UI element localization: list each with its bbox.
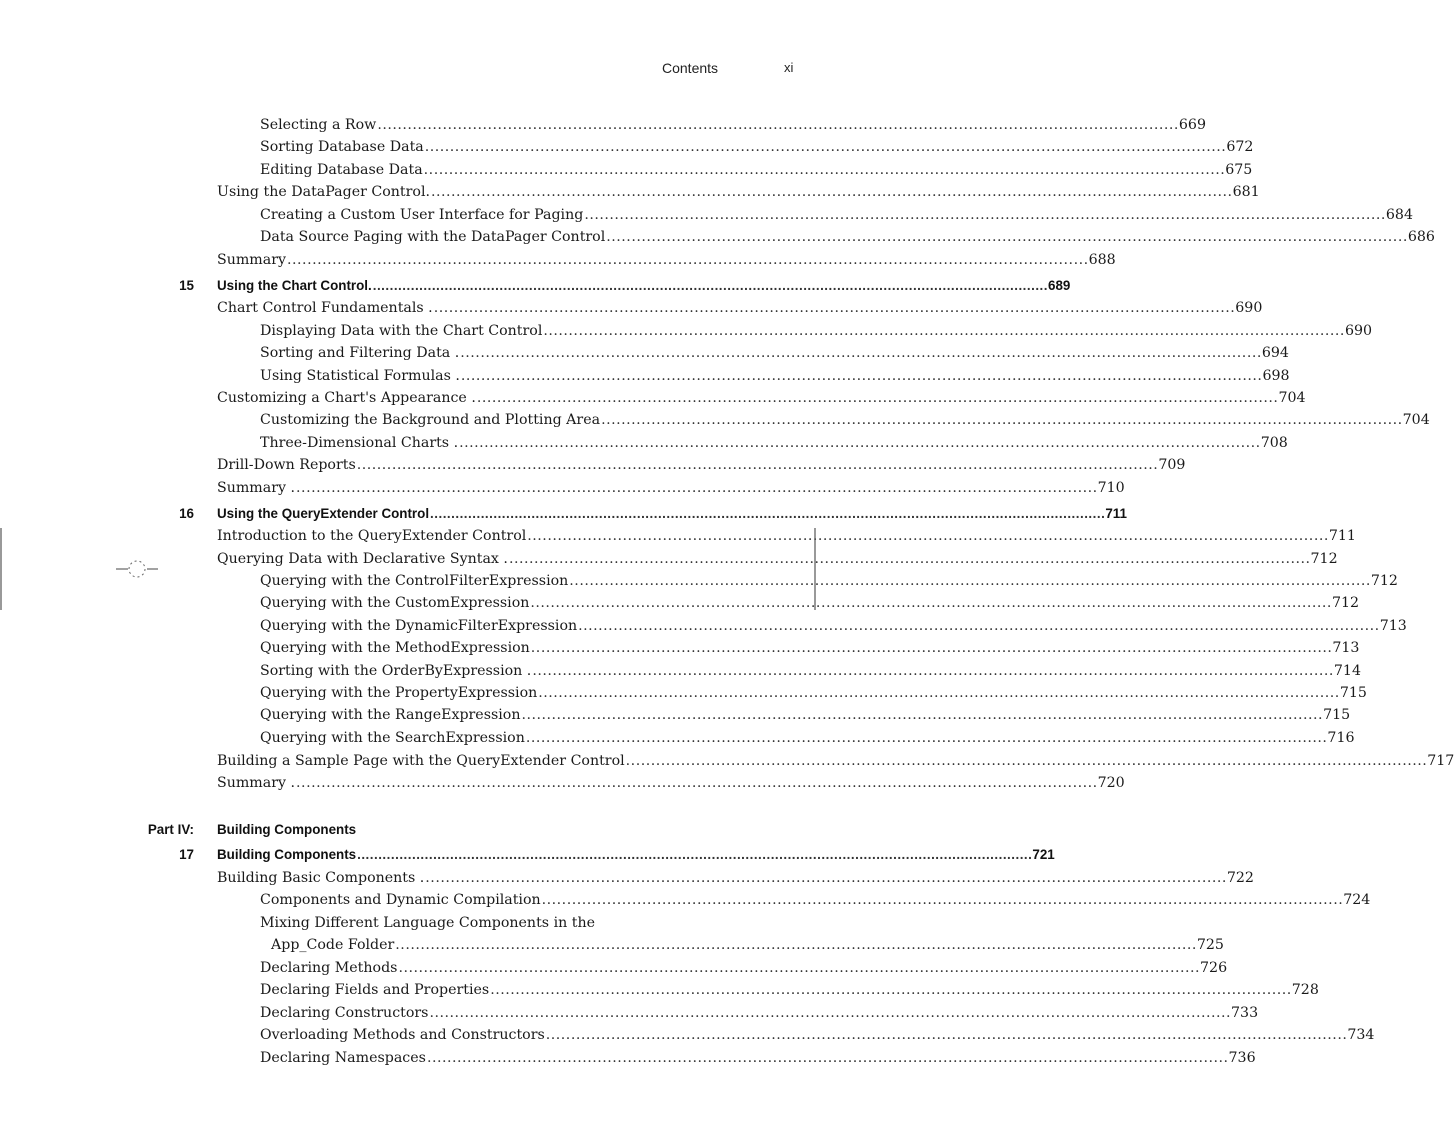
toc-page-number: 712 bbox=[1370, 573, 1398, 589]
part-number: Part IV: bbox=[147, 822, 194, 837]
dot-leader: ................................................................................................................................................................ bbox=[460, 345, 1262, 361]
toc-entry-title: Using the DataPager Control. bbox=[217, 184, 430, 200]
toc-page-number: 733 bbox=[1231, 1005, 1259, 1021]
dot-leader: ................................................................................................................................................................ bbox=[601, 412, 1403, 428]
toc-entry bbox=[0, 457, 1186, 479]
toc-page-number: 715 bbox=[1323, 707, 1351, 723]
dot-leader: ................................................................................................................................................................ bbox=[476, 390, 1279, 406]
dot-leader: ................................................................................................................................................................ bbox=[508, 551, 1311, 567]
toc-entry-title: Querying with the SearchExpression bbox=[260, 730, 525, 746]
toc-entry-title: Querying with the ControlFilterExpression bbox=[260, 573, 569, 589]
toc-page-number: 736 bbox=[1228, 1050, 1256, 1066]
part-heading bbox=[0, 822, 816, 844]
toc-entry bbox=[0, 252, 1116, 274]
toc-page-number: 704 bbox=[1402, 412, 1430, 428]
toc-entry-title: Building Components bbox=[217, 847, 357, 862]
toc-page-number: 713 bbox=[1379, 618, 1407, 634]
dot-leader: ................................................................................................................................................................ bbox=[530, 595, 1332, 611]
dot-leader: ................................................................................................................................................................ bbox=[459, 435, 1261, 451]
toc-entry-line bbox=[260, 162, 1253, 178]
toc-entry-line bbox=[260, 117, 1206, 133]
toc-entry-line bbox=[260, 640, 1360, 656]
toc-entry-line bbox=[260, 915, 784, 931]
toc-entry-title: Declaring Methods bbox=[260, 960, 398, 976]
toc-entry-line bbox=[260, 960, 1228, 976]
toc-page-number: 710 bbox=[1097, 480, 1125, 496]
dot-leader: ................................................................................................................................................................ bbox=[569, 573, 1371, 589]
dot-leader: ................................................................................................................................................................ bbox=[395, 937, 1197, 953]
toc-entry-title: Data Source Paging with the DataPager Control bbox=[260, 229, 606, 245]
toc-entry-title: Drill-Down Reports bbox=[217, 457, 356, 473]
chapter-entry bbox=[0, 278, 1071, 300]
toc-page-number: 720 bbox=[1097, 775, 1125, 791]
toc-entry bbox=[0, 685, 1367, 707]
toc-entry-line bbox=[260, 229, 1435, 245]
toc-entry bbox=[0, 184, 1260, 206]
toc-entry-title: App_Code Folder bbox=[271, 937, 395, 953]
toc-entry-title: Introduction to the QueryExtender Control bbox=[217, 528, 527, 544]
toc-entry-line bbox=[260, 412, 1430, 428]
toc-entry-title: Querying with the MethodExpression bbox=[260, 640, 530, 656]
toc-page-number: 728 bbox=[1291, 982, 1319, 998]
toc-entry-line bbox=[260, 573, 1398, 589]
dot-leader: ................................................................................................................................................................ bbox=[460, 368, 1263, 384]
toc-entry-line bbox=[217, 457, 1186, 473]
toc-entry-title: Querying with the RangeExpression bbox=[260, 707, 521, 723]
toc-page-number: 694 bbox=[1261, 345, 1289, 361]
toc-entry bbox=[0, 323, 1373, 345]
toc-entry-line bbox=[217, 252, 1116, 268]
toc-entry-title: Declaring Fields and Properties bbox=[260, 982, 490, 998]
toc-entry-line bbox=[217, 847, 1055, 862]
toc-entry bbox=[0, 915, 816, 937]
chapter-entry bbox=[0, 506, 1127, 528]
toc-entry-title: Declaring Constructors bbox=[260, 1005, 429, 1021]
dot-leader: ................................................................................................................................................................ bbox=[296, 775, 1098, 791]
toc-page-number: 712 bbox=[1310, 551, 1338, 567]
toc-entry-line bbox=[260, 1005, 1259, 1021]
dot-leader: ................................................................................................................................................................ bbox=[357, 847, 1033, 862]
dot-leader: ................................................................................................................................................................ bbox=[525, 730, 1328, 746]
toc-entry-title: Building a Sample Page with the QueryExtender Control bbox=[217, 753, 625, 769]
toc-entry bbox=[0, 345, 1289, 367]
toc-page-number: 698 bbox=[1262, 368, 1290, 384]
toc-entry bbox=[0, 937, 1224, 959]
toc-page-number: 725 bbox=[1196, 937, 1224, 953]
toc-entry bbox=[0, 207, 1413, 229]
dot-leader: ................................................................................................................................................................ bbox=[356, 457, 1159, 473]
toc-entry-line bbox=[217, 870, 1254, 886]
toc-page-number: 715 bbox=[1339, 685, 1367, 701]
toc-entry bbox=[0, 663, 1361, 685]
toc-entry-line bbox=[260, 1027, 1375, 1043]
dot-leader: ................................................................................................................................................................ bbox=[606, 229, 1408, 245]
toc-entry bbox=[0, 229, 1435, 251]
toc-entry bbox=[0, 1027, 1375, 1049]
toc-page-number: 716 bbox=[1327, 730, 1355, 746]
toc-entry bbox=[0, 435, 1288, 457]
dot-leader: ................................................................................................................................................................ bbox=[584, 207, 1386, 223]
toc-entry-line bbox=[260, 368, 1290, 384]
toc-entry bbox=[0, 139, 1254, 161]
toc-page-number: 711 bbox=[1105, 506, 1127, 521]
dot-leader: ................................................................................................................................................................ bbox=[424, 139, 1227, 155]
toc-entry bbox=[0, 870, 1254, 892]
toc-entry bbox=[0, 300, 1263, 322]
toc-entry bbox=[0, 1050, 1256, 1072]
toc-entry bbox=[0, 368, 1290, 390]
toc-page-number: 722 bbox=[1226, 870, 1254, 886]
toc-entry-line bbox=[260, 1050, 1256, 1066]
dot-leader: ................................................................................................................................................................ bbox=[431, 184, 1233, 200]
toc-entry-title: Summary . bbox=[217, 480, 296, 496]
toc-entry-title: Selecting a Row bbox=[260, 117, 377, 133]
dot-leader: ................................................................................................................................................................ bbox=[429, 1005, 1232, 1021]
dot-leader: ................................................................................................................................................................ bbox=[430, 506, 1106, 521]
dot-leader: ................................................................................................................................................................ bbox=[530, 640, 1333, 656]
toc-entry-line bbox=[260, 707, 1351, 723]
toc-page-number: 726 bbox=[1200, 960, 1228, 976]
toc-entry-title: Three-Dimensional Charts . bbox=[260, 435, 459, 451]
toc-entry-line bbox=[260, 685, 1367, 701]
toc-entry-title: Querying with the CustomExpression bbox=[260, 595, 530, 611]
toc-entry bbox=[0, 412, 1430, 434]
toc-entry-line bbox=[260, 663, 1361, 679]
toc-entry-title: Summary bbox=[217, 252, 287, 268]
dot-leader: ................................................................................................................................................................ bbox=[538, 685, 1340, 701]
toc-page-number: 717 bbox=[1427, 753, 1454, 769]
toc-page-number: 721 bbox=[1032, 847, 1055, 862]
toc-entry bbox=[0, 595, 1360, 617]
toc-entry-title: Sorting Database Data bbox=[260, 139, 424, 155]
toc-entry-line bbox=[271, 937, 1224, 953]
toc-entry-title: Editing Database Data bbox=[260, 162, 423, 178]
toc-page-number: 669 bbox=[1178, 117, 1206, 133]
running-header-page-number: xi bbox=[784, 60, 794, 75]
toc-entry-line bbox=[217, 506, 1127, 521]
chapter-number: 16 bbox=[179, 506, 194, 521]
toc-entry-title: Displaying Data with the Chart Control bbox=[260, 323, 543, 339]
toc-entry-line bbox=[260, 345, 1289, 361]
dot-leader: ................................................................................................................................................................ bbox=[543, 323, 1345, 339]
dot-leader: ................................................................................................................................................................ bbox=[578, 618, 1380, 634]
toc-entry-line bbox=[217, 184, 1260, 200]
toc-entry-title: Using the Chart Control. bbox=[217, 278, 372, 293]
dot-leader: ................................................................................................................................................................ bbox=[532, 663, 1334, 679]
toc-entry bbox=[0, 573, 1398, 595]
dot-leader: ................................................................................................................................................................ bbox=[545, 1027, 1348, 1043]
toc-entry-title: Declaring Namespaces bbox=[260, 1050, 426, 1066]
dot-leader: ................................................................................................................................................................ bbox=[377, 117, 1179, 133]
toc-entry-title: Summary . bbox=[217, 775, 296, 791]
toc-page-number: 704 bbox=[1278, 390, 1306, 406]
toc-page-number: 711 bbox=[1328, 528, 1356, 544]
toc-page-number: 689 bbox=[1048, 278, 1071, 293]
dot-leader: ................................................................................................................................................................ bbox=[527, 528, 1329, 544]
chapter-number: 15 bbox=[179, 278, 194, 293]
dot-leader: ................................................................................................................................................................ bbox=[625, 753, 1428, 769]
toc-entry-line bbox=[217, 551, 1338, 567]
toc-entry bbox=[0, 618, 1407, 640]
toc-entry bbox=[0, 707, 1351, 729]
toc-entry bbox=[0, 960, 1228, 982]
toc-entry bbox=[0, 753, 1454, 775]
toc-entry-line bbox=[260, 892, 1371, 908]
chapter-entry bbox=[0, 847, 1055, 869]
toc-entry-line bbox=[217, 278, 1071, 293]
dot-leader: ................................................................................................................................................................ bbox=[433, 300, 1236, 316]
toc-entry-title: Building Components bbox=[217, 822, 357, 837]
toc-page-number: 714 bbox=[1333, 663, 1361, 679]
toc-entry-line bbox=[260, 323, 1373, 339]
toc-page-number: 708 bbox=[1260, 435, 1288, 451]
toc-entry-line bbox=[260, 982, 1319, 998]
dot-leader: ................................................................................................................................................................ bbox=[521, 707, 1324, 723]
toc-entry-title: Querying with the PropertyExpression bbox=[260, 685, 538, 701]
toc-entry-line bbox=[260, 207, 1413, 223]
toc-entry-title: Components and Dynamic Compilation bbox=[260, 892, 541, 908]
running-header-title: Contents bbox=[662, 60, 719, 76]
toc-entry-title: Sorting and Filtering Data . bbox=[260, 345, 460, 361]
toc-entry-title: Chart Control Fundamentals . bbox=[217, 300, 433, 316]
toc-page-number: 690 bbox=[1235, 300, 1263, 316]
toc-entry-title: Customizing a Chart's Appearance . bbox=[217, 390, 476, 406]
dot-leader: ................................................................................................................................................................ bbox=[287, 252, 1089, 268]
toc-entry bbox=[0, 117, 1206, 139]
toc-page-number: 684 bbox=[1385, 207, 1413, 223]
toc-page-number: 672 bbox=[1226, 139, 1254, 155]
dot-leader: ................................................................................................................................................................ bbox=[372, 278, 1048, 293]
dot-leader: ................................................................................................................................................................ bbox=[296, 480, 1098, 496]
toc-page-number: 724 bbox=[1343, 892, 1371, 908]
toc-entry-line bbox=[217, 775, 1125, 791]
dot-leader: ................................................................................................................................................................ bbox=[490, 982, 1292, 998]
toc-entry-line bbox=[217, 753, 1454, 769]
toc-entry-title: Querying with the DynamicFilterExpression bbox=[260, 618, 578, 634]
toc-entry-title: Building Basic Components . bbox=[217, 870, 425, 886]
toc-page-number: 688 bbox=[1088, 252, 1116, 268]
toc-entry-title: Using the QueryExtender Control bbox=[217, 506, 430, 521]
dot-leader: ................................................................................................................................................................ bbox=[425, 870, 1227, 886]
toc-entry-line bbox=[260, 139, 1254, 155]
toc-entry bbox=[0, 892, 1371, 914]
toc-entry-title: Using Statistical Formulas . bbox=[260, 368, 460, 384]
toc-entry-line bbox=[260, 618, 1407, 634]
toc-entry-title: Sorting with the OrderByExpression . bbox=[260, 663, 532, 679]
toc-entry bbox=[0, 730, 1355, 752]
toc-entry-line bbox=[217, 528, 1356, 544]
toc-entry-title: Creating a Custom User Interface for Paging bbox=[260, 207, 584, 223]
toc-entry-title: Querying Data with Declarative Syntax . bbox=[217, 551, 508, 567]
toc-page-number: 734 bbox=[1347, 1027, 1375, 1043]
toc-entry-title: Customizing the Background and Plotting Area bbox=[260, 412, 601, 428]
dot-leader: ................................................................................................................................................................ bbox=[541, 892, 1344, 908]
toc-entry bbox=[0, 551, 1338, 573]
toc-page-number: 712 bbox=[1331, 595, 1360, 611]
toc-entry bbox=[0, 1005, 1259, 1027]
toc-entry-line bbox=[260, 435, 1288, 451]
chapter-number: 17 bbox=[179, 847, 194, 862]
toc-page-number: 675 bbox=[1225, 162, 1253, 178]
toc-entry bbox=[0, 390, 1306, 412]
toc-entry-line bbox=[260, 595, 1360, 611]
toc-entry-title: Overloading Methods and Constructors bbox=[260, 1027, 545, 1043]
toc-entry-line bbox=[217, 480, 1125, 496]
toc-page-number: 686 bbox=[1407, 229, 1435, 245]
toc-entry-line bbox=[217, 390, 1306, 406]
toc-entry-line bbox=[260, 730, 1355, 746]
toc-entry-title: Mixing Different Language Components in the bbox=[260, 915, 595, 931]
toc-page-number: 681 bbox=[1232, 184, 1260, 200]
toc-entry bbox=[0, 775, 1125, 797]
toc-entry-line bbox=[217, 822, 784, 837]
dot-leader: ................................................................................................................................................................ bbox=[423, 162, 1226, 178]
toc-entry-line bbox=[217, 300, 1263, 316]
dot-leader: ................................................................................................................................................................ bbox=[398, 960, 1201, 976]
dot-leader: ................................................................................................................................................................ bbox=[426, 1050, 1229, 1066]
toc-entry bbox=[0, 640, 1360, 662]
toc-page-number: 709 bbox=[1158, 457, 1186, 473]
toc-entry bbox=[0, 982, 1319, 1004]
toc-entry bbox=[0, 528, 1356, 550]
toc-page-number: 690 bbox=[1344, 323, 1373, 339]
toc-entry bbox=[0, 162, 1253, 184]
toc-entry bbox=[0, 480, 1125, 502]
toc-page-number: 713 bbox=[1332, 640, 1360, 656]
